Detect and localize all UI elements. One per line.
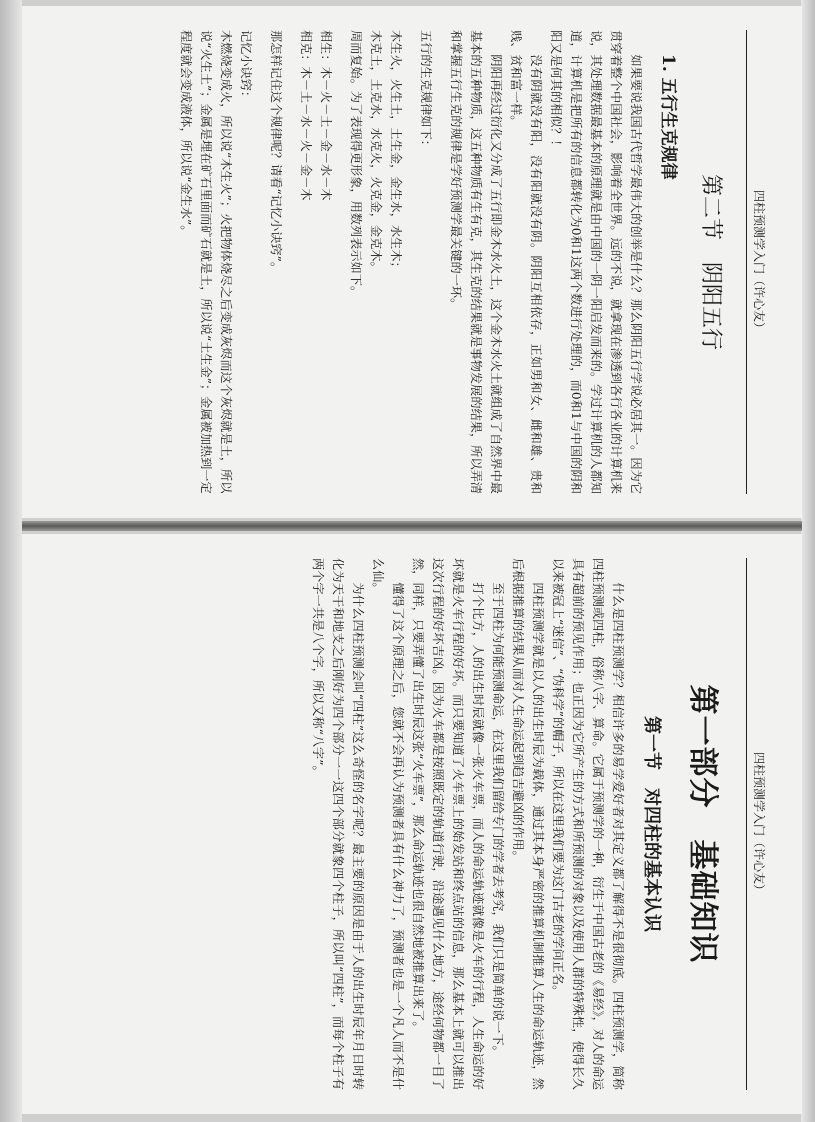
subsection-title: 1. 五行生克规律 [658,54,678,180]
running-head: 四柱预测学入门（许心友） [746,30,802,494]
memory-tip-body: 木燃烧变成火，所以说“木生火”；火把物体烧尽之后变成灰烬而这个灰烬就是土，所以说“火生土”；金属是埋在矿石里面而矿石就是土，所以说“土生金”；金属被加热到一定程度就会变成液体，所以说“金生水”。 [179,30,233,494]
memory-question: 那怎样记住这个规律呢？请看“记忆小诀窍”。 [269,30,283,275]
paragraph: 如果要说我国古代哲学最伟大的创举是什么？那么阴阳五行学说必居其一。因为它贯穿着整个中国社会，影响着全世界。远的不说，就拿现在渗透到各行各业的计算机来说，其处理数据最基本的原理就是由中国的一阴一阳启发而来的。学过计算机的人都知道，计算机是把所有的信息都转化为0和1这两个数进行处理的，而0和1与中国的阴和阳又是何其的相似？！ [549,30,643,494]
rule-ke: 木克土，土克水，水克火，火克金，金克木。 [369,30,383,274]
paragraph: 为什么四柱预测会叫“四柱”这么奇怪的名字呢？最主要的原因是由于人的出生时辰年月日时转化为天干和地支之后刚好为四个部分一一这四个部分就象四个柱子，所以叫“四柱”，而每个柱子有两个字一共是八个字，所以又称“八字”。 [311,558,365,1090]
page-4-content [22,534,802,1114]
paragraph: 懂得了这个原理之后，您就不会再认为预测者具有什么神力了，预测者也是一个凡人而不是什么仙。 [371,558,405,1090]
section-title: 第一节 对四柱的基本认识 [641,716,662,932]
paragraph: 四柱预测学就是以人的出生时辰为载体，通过其本身严密的推算机制推算人生的命运轨迹，然后根据推算的结果从而对人生命运起到趋吉避凶的作用。 [511,558,545,1090]
running-head: 四柱预测学入门（许心友） [746,558,802,1090]
part-title: 第一部分 基础知识 [685,684,720,964]
paragraph: 阴阳再经过衍化又分成了五行即金木水火土，这个金木水火土就组成了自然界中最基本的五种物质，这五种物质有生有克，其生克的结果就是事物发展的结果，所以弄清和掌握五行生克的规律是学好预测学最关键的一环。 [449,30,503,494]
page-5 [22,6,802,518]
paragraph: 至于四柱为何能预测命运，在这里我们留给专门的学者去考究，我们只是简单的说一下。 [491,582,505,1058]
page-5-content [22,6,802,518]
page-4 [22,534,802,1114]
scan-edge-left [0,0,22,1122]
sequence-sheng: 相生：木－火－土－金－水－木 [319,30,333,201]
rule-sheng: 木生火，火生土，土生金，金生水，水生木； [389,30,403,274]
sequence-ke: 相克：木－土－水－火－金－木 [299,30,313,201]
paragraph: 打个比方，人的出生时辰就像一张火车票，而人的命运轨迹就像是火车的行程，人生命运的好坏就是火车行程的好坏。而只要知道了火车票上的始发站和终点站的信息，那么基本上就可以推出这次行程的好坏吉凶。因为火车都是按照既定的轨道行驶，沿途遇见什么地方，途经何物都一目了然，同样，只要弄懂了出生时辰这张“火车票”，那么命运轨迹也很自然地被推算出来了。 [411,558,485,1090]
book-gutter [22,521,802,531]
scan-edge-right [801,0,815,1122]
memory-tip-heading: 记忆小诀窍： [239,30,253,104]
section-title: 第二节 阴阳五行 [698,173,723,350]
rules-intro: 五行的生克规律如下： [419,30,433,152]
rule-cycle: 周而复始。为了表现得更形象，用数列表示如下。 [349,30,363,299]
paragraph: 没有阴就没有阳，没有阳就没有阴。阴阳互相依存，正如男和女、雌和雄、贵和贱、贫和富一样。 [509,30,543,494]
paragraph: 什么是四柱预测学？相信许多的易学爱好者对其定义都了解得不是很彻底。四柱预测学，简称四柱预测或四柱，俗称八字、算命。它属于预测学的一种，衍生于中国古老的《易经》，对人的命运具有超前的预见作用；也正因为它所产生的方式和所预测的对象以及使用人群的特殊性，使得长久以来被冠上“迷信”、“伪科学”的帽子，所以在这里我们要为这门古老的学问正名。 [551,558,625,1090]
